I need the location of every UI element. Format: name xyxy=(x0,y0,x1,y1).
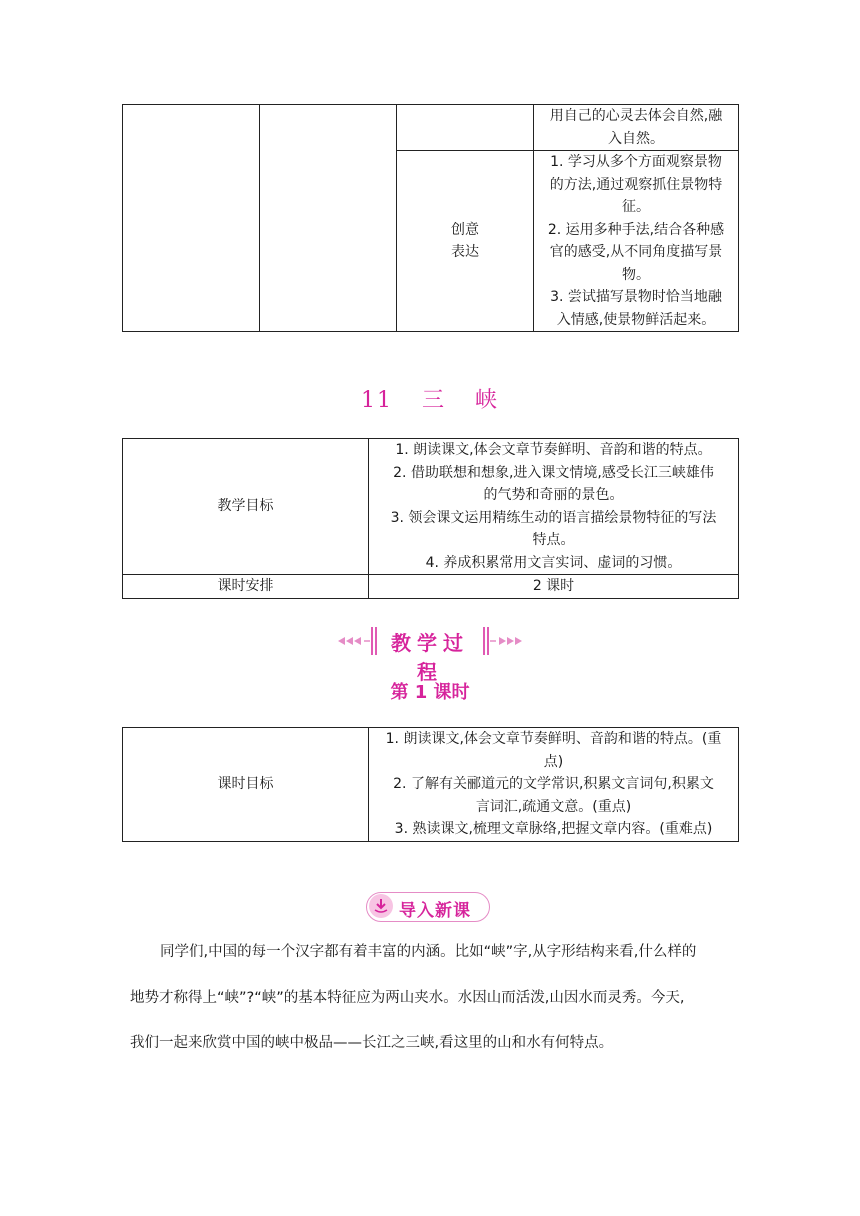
teaching-goals-content: 1. 朗读课文,体会文章节奏鲜明、音韵和谐的特点。 2. 借助联想和想象,进入课文情境,感受长江三峡雄伟 的气势和奇丽的景色。 3. 领会课文运用精练生动的语言描绘景物特征的写法 特点。 4. 养成积累常用文言实词、虚词的习惯。 xyxy=(369,439,739,575)
objectives-table-continued xyxy=(122,104,739,332)
intro-paragraph-line: 地势才称得上“峡”?“峡”的基本特征应为两山夹水。水因山而活泼,山因水而灵秀。今天, xyxy=(130,990,685,1006)
lesson-title xyxy=(0,383,860,414)
period-goals-table xyxy=(122,727,739,842)
objective-text-cell xyxy=(534,105,739,151)
teaching-goals-table xyxy=(122,438,739,599)
section-banner-title: 教学过程 xyxy=(391,631,469,684)
period-title: 第 1 课时 xyxy=(390,682,470,703)
period-goals-content: 1. 朗读课文,体会文章节奏鲜明、音韵和谐的特点。(重 点) 2. 了解有关郦道元的文学常识,积累文言词句,积累文 言词汇,疏通文意。(重点) 3. 熟读课文,梳理文章脉络,把握文章内容。(重难点) xyxy=(369,728,739,842)
empty-cell xyxy=(397,105,534,151)
lesson-title-char: 三 xyxy=(421,388,446,413)
intro-icon xyxy=(369,894,393,918)
intro-paragraph-line: 同学们,中国的每一个汉字都有着丰富的内涵。比如“峡”字,从字形结构来看,什么样的 xyxy=(160,944,697,960)
text-line: 用自己的心灵去体会自然,融 xyxy=(549,108,723,124)
empty-cell xyxy=(123,105,260,332)
schedule-label: 课时安排 xyxy=(123,575,369,599)
creative-expression-items: 1. 学习从多个方面观察景物 的方法,通过观察抓住景物特 征。 2. 运用多种手法,结合各种感 官的感受,从不同角度描写景 物。 3. 尝试描写景物时恰当地融 入情感,使景物鲜活起来。 xyxy=(534,151,739,332)
schedule-value: 2 课时 xyxy=(369,575,739,599)
intro-badge-label: 导入新课 xyxy=(399,901,471,921)
teaching-goals-label: 教学目标 xyxy=(123,439,369,575)
text-line: 入自然。 xyxy=(608,130,664,147)
empty-cell xyxy=(260,105,397,332)
period-goals-label: 课时目标 xyxy=(123,728,369,842)
creative-expression-label: 创意 表达 xyxy=(397,151,534,332)
lesson-number: 11 xyxy=(360,388,393,413)
lesson-title-char: 峡 xyxy=(475,388,500,413)
intro-paragraph-line: 我们一起来欣赏中国的峡中极品——长江之三峡,看这里的山和水有何特点。 xyxy=(130,1035,614,1051)
